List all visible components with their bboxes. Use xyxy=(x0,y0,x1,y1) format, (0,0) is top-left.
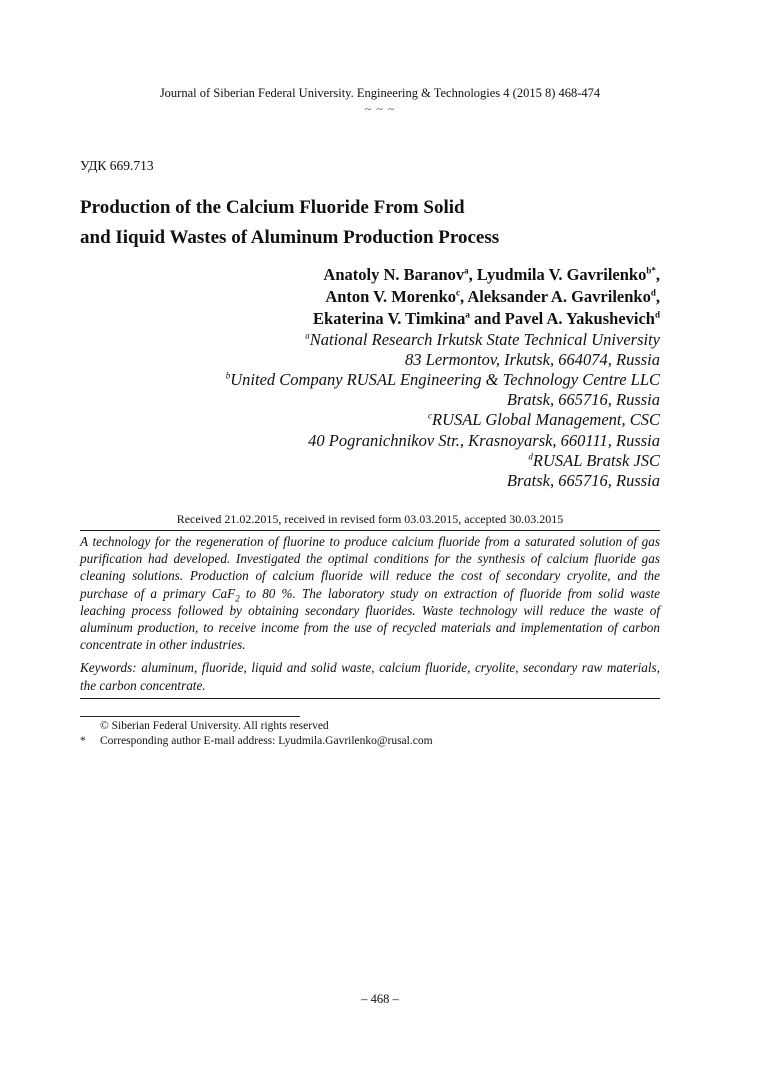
author-separator: , xyxy=(655,265,660,284)
author-separator: , xyxy=(655,287,660,306)
author-separator: and xyxy=(469,309,505,328)
affiliation-c-line-1 xyxy=(428,410,660,430)
footnote-rule xyxy=(80,716,300,717)
author-separator: , xyxy=(460,287,468,306)
affiliation-b-line-1 xyxy=(226,370,660,390)
journal-header: Journal of Siberian Federal University. Engineering & Technologies 4 (2015 8) 468-474 xyxy=(159,86,601,100)
author-name: Anatoly N. Baranov xyxy=(323,265,465,284)
affiliation-c-line-2: 40 Pogranichnikov Str., Krasnoyarsk, 660111, Russia xyxy=(308,431,660,450)
corresponding-author-footnote: Corresponding author E-mail address: Lyudmila.Gavrilenko@rusal.com xyxy=(100,735,433,747)
keywords: Keywords: aluminum, fluoride, liquid and solid waste, calcium fluoride, cryolite, secondary raw materials, the carbon concentrate. xyxy=(80,660,660,693)
author-name: Anton V. Morenko xyxy=(325,287,456,306)
affiliation-b-line-2: Bratsk, 665716, Russia xyxy=(506,390,660,409)
received-dates: Received 21.02.2015, received in revised form 03.03.2015, accepted 30.03.2015 xyxy=(176,512,564,526)
author-name: Aleksander A. Gavrilenko xyxy=(467,287,651,306)
formula-subscript: 2 xyxy=(235,593,240,604)
author-affiliation-mark: b* xyxy=(646,265,656,276)
affiliation-d-line-1 xyxy=(528,451,660,471)
author-affiliation-mark: a xyxy=(464,265,469,276)
abstract-text-part: to 80 %. The laboratory study on extraction of fluoride from solid waste leaching process followed by obtaining secondary fluorides. Waste technology will reduce the waste of aluminum production, to receive income from the use of recycled materials and implementation of carbon concentrate in other industries. xyxy=(80,585,660,653)
abstract-block xyxy=(80,533,660,694)
footnote-star: * xyxy=(80,735,86,747)
author-affiliation-mark: d xyxy=(654,309,660,320)
affiliation-mark: b xyxy=(225,370,231,381)
author-name: Pavel A. Yakushevich xyxy=(504,309,655,328)
article-title-line-1: Production of the Calcium Fluoride From Solid xyxy=(80,197,465,218)
article-title-line-2: and Iiquid Wastes of Aluminum Production Process xyxy=(80,227,500,248)
author-line-1 xyxy=(323,265,660,285)
author-line-3 xyxy=(313,309,660,329)
affiliation-a-line-1 xyxy=(305,330,660,350)
author-separator: , xyxy=(468,265,477,284)
abstract-text xyxy=(80,533,660,653)
author-name: Ekaterina V. Timkina xyxy=(313,309,466,328)
affiliation-d-line-2: Bratsk, 665716, Russia xyxy=(506,471,660,490)
abstract-top-rule xyxy=(80,530,660,531)
affiliation-text: United Company RUSAL Engineering & Technology Centre LLC xyxy=(230,370,660,389)
affiliation-text: RUSAL Bratsk JSC xyxy=(532,451,660,470)
abstract-bottom-rule xyxy=(80,698,660,699)
author-affiliation-mark: a xyxy=(465,309,470,320)
affiliation-mark: d xyxy=(528,451,533,462)
author-affiliation-mark: c xyxy=(456,287,460,298)
abstract-text-part: A technology for the regeneration of fluorine to produce calcium fluoride from a saturated solution of gas purification had developed. Investigated the optimal conditions for the synthesis of calcium fluoride gas cleaning solutions. Production of calcium fluoride will reduce the cost of secondary cryolite, and the purchase of a primary CaF xyxy=(80,534,660,601)
page-number: – 468 – xyxy=(361,992,399,1006)
udc-code: УДК 669.713 xyxy=(80,158,154,173)
affiliation-mark: a xyxy=(305,330,310,341)
affiliation-text: RUSAL Global Management, CSC xyxy=(432,410,660,429)
author-line-2 xyxy=(325,287,660,307)
header-ornament: ~ ~ ~ xyxy=(364,102,396,116)
affiliation-a-line-2: 83 Lermontov, Irkutsk, 664074, Russia xyxy=(405,350,660,369)
affiliation-text: National Research Irkutsk State Technical University xyxy=(309,330,660,349)
copyright-footnote: © Siberian Federal University. All rights reserved xyxy=(100,720,329,732)
author-name: Lyudmila V. Gavrilenko xyxy=(476,265,647,284)
affiliation-mark: c xyxy=(428,410,433,421)
author-affiliation-mark: d xyxy=(650,287,656,298)
